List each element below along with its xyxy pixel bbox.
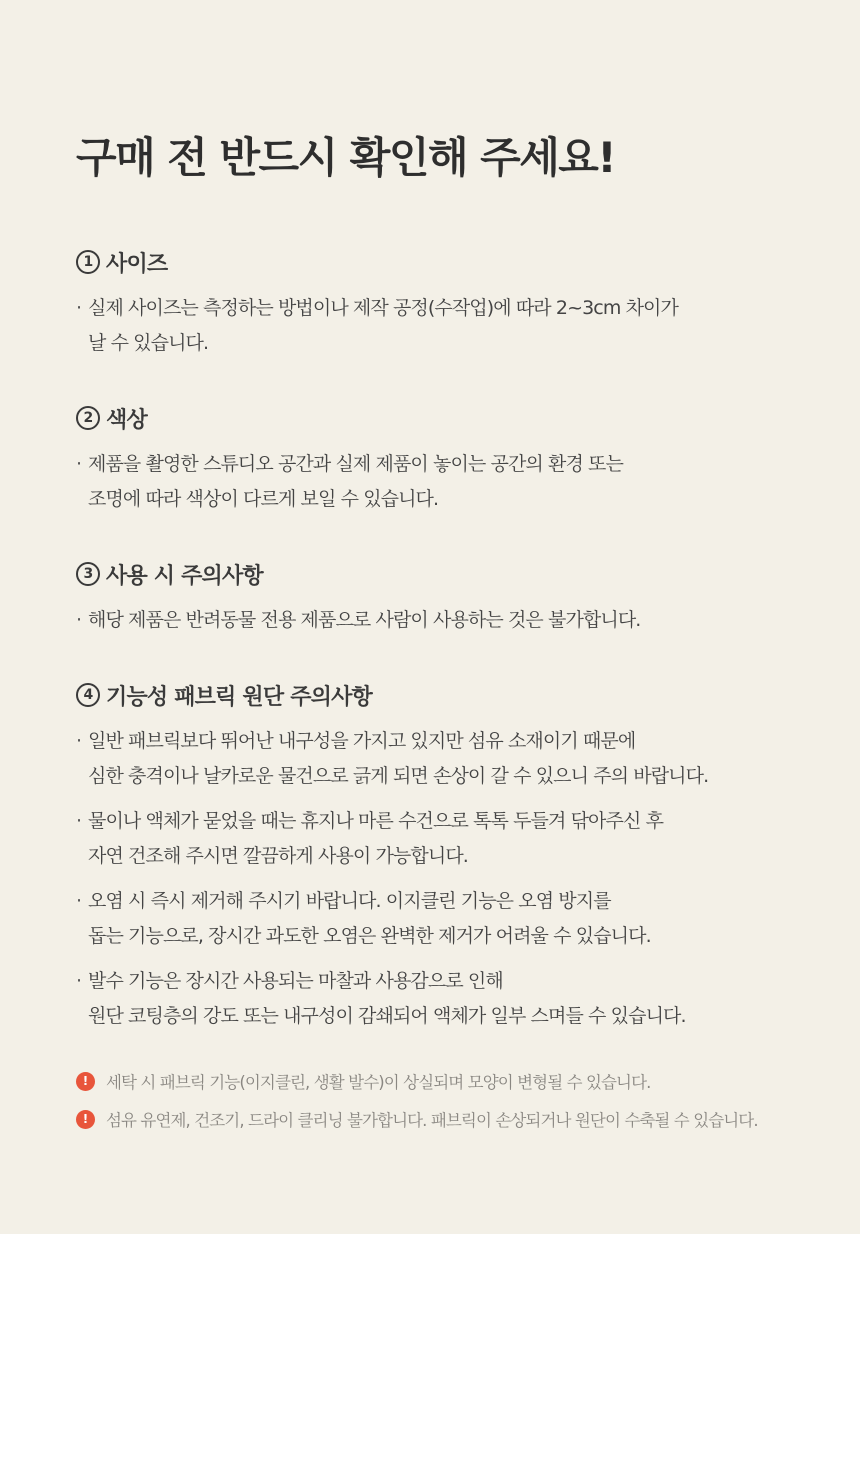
- bullet-dot-icon: ·: [76, 970, 82, 992]
- section-title: [76, 680, 836, 710]
- list-item: [76, 447, 836, 517]
- bullet-list: [76, 724, 836, 1034]
- list-item-line: 발수 기능은 장시간 사용되는 마찰과 사용감으로 인해: [88, 970, 503, 992]
- section-fabric-caution: [76, 680, 836, 1034]
- list-item-line: 원단 코팅층의 강도 또는 내구성이 감쇄되어 액체가 일부 스며들 수 있습니다.: [88, 1005, 686, 1027]
- list-item-line: 조명에 따라 색상이 다르게 보일 수 있습니다.: [88, 488, 439, 510]
- warning-list: [76, 1062, 846, 1138]
- page-title: 구매 전 반드시 확인해 주세요!: [76, 133, 616, 182]
- list-item-line: 날 수 있습니다.: [88, 332, 209, 354]
- list-item: [76, 884, 836, 954]
- exclamation-icon: !: [76, 1072, 95, 1091]
- warning-item: [76, 1062, 846, 1100]
- list-item-line: 일반 패브릭보다 뛰어난 내구성을 가지고 있지만 섬유 소재이기 때문에: [88, 730, 636, 752]
- circled-number-1-icon: 1: [76, 250, 100, 274]
- list-item: [76, 603, 836, 638]
- section-title-text: 사이즈: [106, 251, 168, 277]
- warning-text: 세탁 시 패브릭 기능(이지클린, 생활 발수)이 상실되며 모양이 변형될 수 있습니다.: [106, 1073, 651, 1092]
- bullet-list: [76, 447, 836, 517]
- bullet-dot-icon: ·: [76, 609, 82, 631]
- list-item-line: 실제 사이즈는 측정하는 방법이나 제작 공정(수작업)에 따라 2~3cm 차이가: [88, 297, 678, 319]
- section-title-text: 사용 시 주의사항: [106, 563, 263, 589]
- section-title-text: 기능성 패브릭 원단 주의사항: [106, 684, 373, 710]
- list-item-line: 제품을 촬영한 스튜디오 공간과 실제 제품이 놓이는 공간의 환경 또는: [88, 453, 623, 475]
- list-item: [76, 804, 836, 874]
- section-usage-caution: [76, 559, 836, 638]
- section-title-text: 색상: [106, 407, 147, 433]
- circled-number-4-icon: 4: [76, 683, 100, 707]
- list-item-line: 물이나 액체가 묻었을 때는 휴지나 마른 수건으로 톡톡 두들겨 닦아주신 후: [88, 810, 664, 832]
- list-item-line: 돕는 기능으로, 장시간 과도한 오염은 완벽한 제거가 어려울 수 있습니다.: [88, 925, 651, 947]
- list-item-line: 해당 제품은 반려동물 전용 제품으로 사람이 사용하는 것은 불가합니다.: [88, 609, 641, 631]
- list-item-line: 심한 충격이나 날카로운 물건으로 긁게 되면 손상이 갈 수 있으니 주의 바랍니다.: [88, 765, 709, 787]
- section-title: [76, 559, 836, 589]
- bullet-dot-icon: ·: [76, 810, 82, 832]
- list-item: [76, 964, 836, 1034]
- section-color: [76, 403, 836, 517]
- bullet-dot-icon: ·: [76, 890, 82, 912]
- circled-number-3-icon: 3: [76, 562, 100, 586]
- list-item: [76, 724, 836, 794]
- exclamation-icon: !: [76, 1110, 95, 1129]
- section-title: [76, 403, 836, 433]
- bullet-dot-icon: ·: [76, 453, 82, 475]
- bullet-dot-icon: ·: [76, 730, 82, 752]
- list-item-line: 오염 시 즉시 제거해 주시기 바랍니다. 이지클린 기능은 오염 방지를: [88, 890, 611, 912]
- bullet-dot-icon: ·: [76, 297, 82, 319]
- bullet-list: [76, 603, 836, 638]
- list-item: [76, 291, 836, 361]
- warning-item: [76, 1100, 846, 1138]
- warning-text: 섬유 유연제, 건조기, 드라이 클리닝 불가합니다. 패브릭이 손상되거나 원단이 수축될 수 있습니다.: [106, 1111, 758, 1130]
- section-title: [76, 247, 836, 277]
- circled-number-2-icon: 2: [76, 406, 100, 430]
- bullet-list: [76, 291, 836, 361]
- section-size: [76, 247, 836, 361]
- list-item-line: 자연 건조해 주시면 깔끔하게 사용이 가능합니다.: [88, 845, 468, 867]
